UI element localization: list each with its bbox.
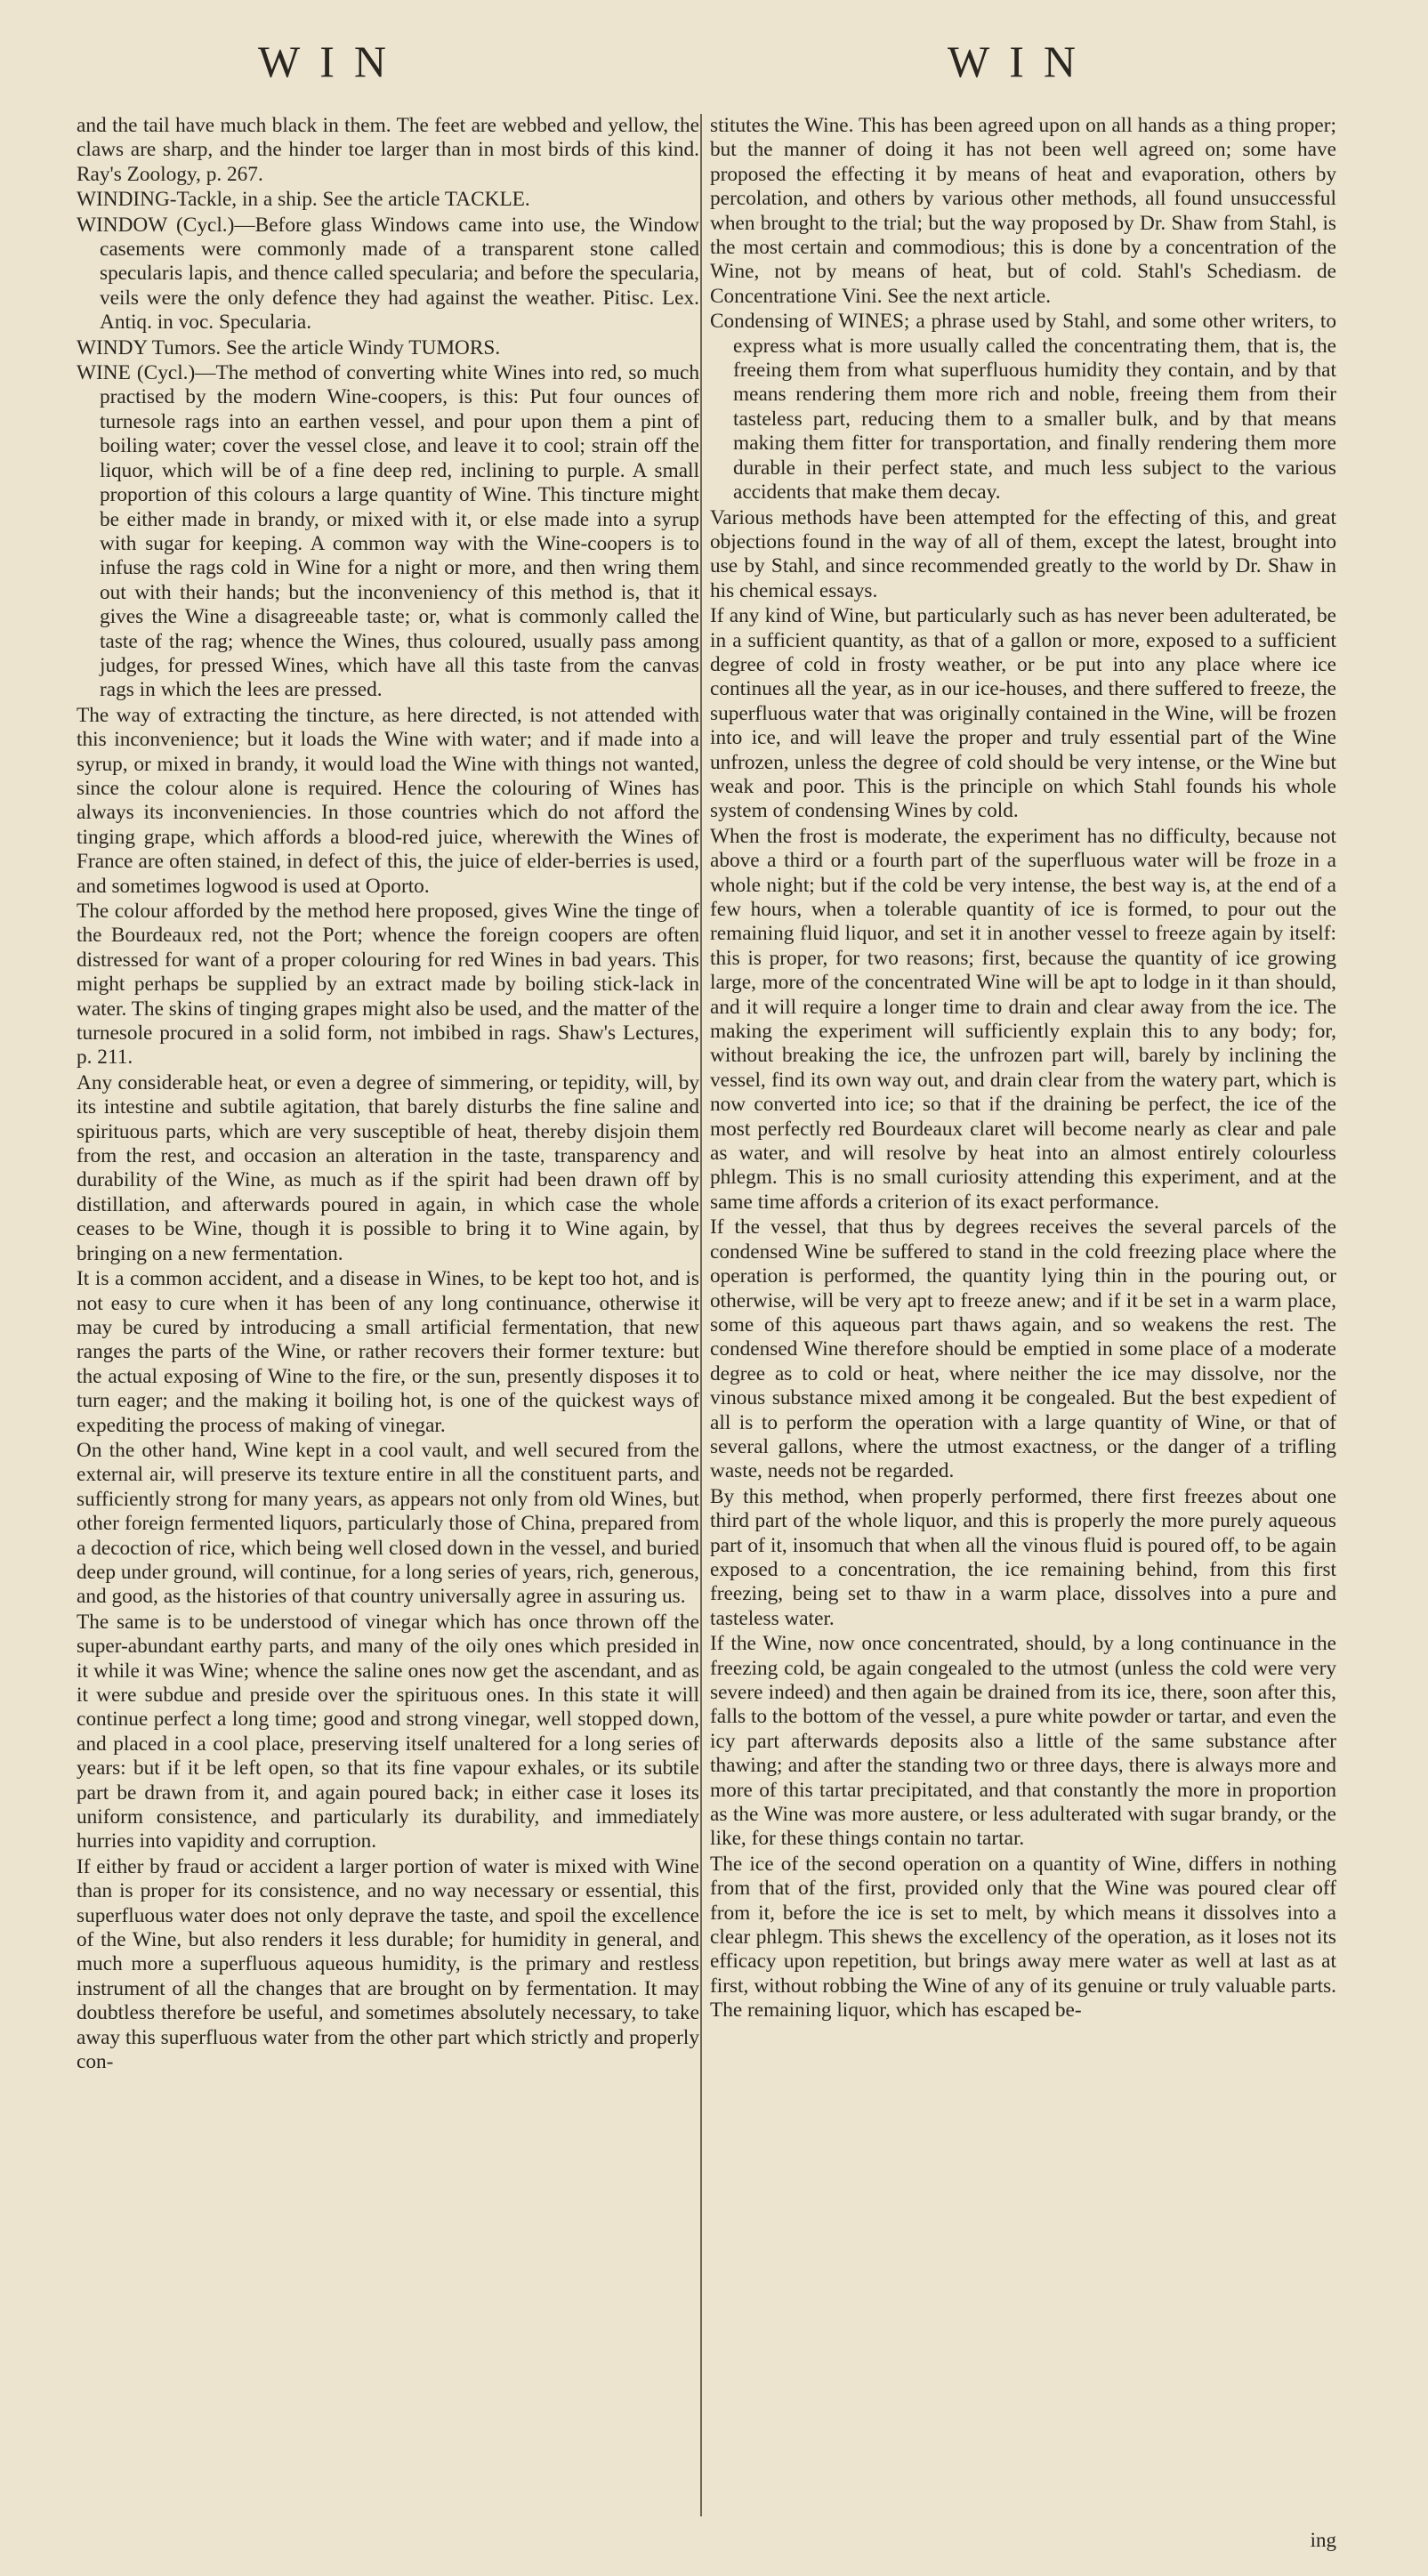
paragraph-cool-vault: On the other hand, Wine kept in a cool vault, and well secured from the external air, will preserve its texture entire in all the constituent parts, and sufficiently strong for many years, as appears not only from old Wines, but other foreign fermented liquors, particularly those of China, prepared from a decoction of rice, which being well closed down in the vessel, and buried deep under ground, will continue, for a long series of years, rich, generous, and good, as the histories of that country universally agree in assuring us. (77, 1438, 699, 1609)
paragraph-this-method: By this method, when properly performed, there first freezes about one third part of the whole liquor, and this is properly the more purely aqueous part of it, insomuch that when all the vinous fluid is poured off, to be again exposed to a concentration, the ice remaining behind, from this first freezing, being set to thaw in a warm place, dissolves into a pure and tasteless water. (710, 1484, 1336, 1630)
right-headword: WIN (948, 36, 1095, 86)
paragraph-fraud-or-accident: If either by fraud or accident a larger portion of water is mixed with Wine than is proper for its consistence, and no way necessary or essential, this superfluous water does not only deprave the taste, and spoil the excellence of the Wine, but also renders it less durable; for humidity in general, and much more a superfluous aqueous humidity, is the primary and restless instrument of all the changes that are brought on by fermentation. It may doubtless therefore be useful, and sometimes absolutely necessary, to take away this superfluous water from the other part which strictly and properly con- (77, 1854, 699, 2074)
paragraph-any-kind-of-wine: If any kind of Wine, but particularly such as has never been adulterated, be in a sufficient quantity, as that of a gallon or more, exposed to a sufficient degree of cold in frosty weather, or be put into any place where ice continues all the year, as in our ice-houses, and there suffered to freeze, the superfluous water that was originally contained in the Wine, will be frozen into ice, and will leave the proper and truly essential part of the Wine unfrozen, unless the degree of cold should be very intense, or the Wine but weak and poor. This is the principle on which Stahl founds his whole system of condensing Wines by cold. (710, 604, 1336, 823)
paragraph-extracting-tincture: The way of extracting the tincture, as here directed, is not attended with this inconvenience; but it loads the Wine with water; and if made into a syrup, or mixed in brandy, it would load the Wine with things not wanted, since the colour alone is required. Hence the colouring of Wines has always its inconveniencies. In those countries which do not afford the tinging grape, which affords a blood-red juice, wherewith the Wines of France are often stained, in defect of this, the juice of elder-berries is used, and sometimes logwood is used at Oporto. (77, 703, 699, 898)
paragraph-vinegar: The same is to be understood of vinegar which has once thrown off the super-abundant earthy parts, and many of the oily ones which presided in it while it was Wine; whence the saline ones now get the ascendant, and as it were subdue and preside over the spirituous ones. In this state it will continue perfect a long time; good and strong vinegar, well stopped down, and placed in a cool place, preserving itself unaltered for a long series of years: but if it be left open, so that its fine vapour exhales, or its subtile part be drawn from it, and again poured back; in either case it loses its uniform consistence, and particularly its durability, and immediately hurries into vapidity and corruption. (77, 1610, 699, 1853)
entry-window: WINDOW (Cycl.)—Before glass Windows came into use, the Window casements were commonly made of a transparent stone called specularis lapis, and thence called specularia; and before the specularia, veils were the only defence they had against the weather. Pitisc. Lex. Antiq. in voc. Specularia. (77, 213, 699, 335)
paragraph-various-methods: Various methods have been attempted for the effecting of this, and great objections found in the way of all of them, except the latest, brought into use by Stahl, and since recommended greatly to the world by Dr. Shaw in his chemical essays. (710, 505, 1336, 602)
paragraph-common-accident: It is a common accident, and a disease in Wines, to be kept too hot, and is not easy to cure when it has been of any long continuance, otherwise it may be cured by introducing a small artificial fermentation, that new ranges the parts of the Wine, or rather recovers their former texture: but the actual exposing of Wine to the fire, or the sun, presently disposes it to turn eager; and the making it boiling hot, is one of the quickest ways of expediting the process of making of vinegar. (77, 1267, 699, 1437)
paragraph-colour-afforded: The colour afforded by the method here proposed, gives Wine the tinge of the Bourdeaux red, not the Port; whence the foreign coopers are often distressed for want of a proper colouring for red Wines in bad years. This might perhaps be supplied by an extract made by boiling stick-lack in water. The skins of tinging grapes might also be used, and the matter of the turnesole procured in a solid form, not imbibed in rags. Shaw's Lectures, p. 211. (77, 900, 699, 1070)
entry-winding-tackle: WINDING-Tackle, in a ship. See the article TACKLE. (77, 188, 530, 212)
right-text-column (710, 114, 1336, 2023)
left-text-column (77, 114, 699, 2075)
paragraph-constitutes-wine: stitutes the Wine. This has been agreed upon on all hands as a thing proper; but the manner of doing it has not been well agreed on; some have proposed the effecting it by means of heat and evaporation, others by percolation, and others by various other methods, all found unsuccessful when brought to the trial; but the way proposed by Dr. Shaw from Stahl, is the most certain and commodious; this is done by a concentration of the Wine, not by means of heat, but of cold. Stahl's Schediasm. de Concentratione Vini. See the next article. (710, 114, 1336, 308)
paragraph-second-operation: The ice of the second operation on a quantity of Wine, differs in nothing from that of the first, provided only that the Wine was poured clear off from it, before the ice is set to melt, by which means it dissolves into a clear phlegm. This shews the excellency of the operation, as it loses not its efficacy upon repetition, but brings away mere water as well at last as at first, without robbing the Wine of any of its genuine or truly valuable parts. The remaining liquor, which has escaped be- (710, 1852, 1336, 2023)
entry-condensing-of-wines: Condensing of WINES; a phrase used by Stahl, and some other writers, to express what is more usually called the concentrating them, that is, the freeing them from what superfluous humidity they contain, and by that means rendering them more rich and noble, freeing them from their tasteless part, reducing them to a smaller bulk, and by that means making them fitter for transportation, and finally rendering them more durable in their perfect state, and much less subject to the various accidents that make them decay. (710, 310, 1336, 505)
column-divider (700, 114, 702, 2516)
paragraph-ray-zoology: and the tail have much black in them. The feet are webbed and yellow, the claws are sharp, and the hinder toe larger than in most birds of this kind. Ray's Zoology, p. 267. (77, 114, 699, 186)
entry-wine: WINE (Cycl.)—The method of converting white Wines into red, so much practised by the modern Wine-coopers, is this: Put four ounces of turnesole rags into an earthen vessel, and pour upon them a pint of boiling water; cover the vessel close, and leave it to cool; strain off the liquor, which will be of a fine deep red, inclining to purple. A small proportion of this colours a large quantity of Wine. This tincture might be either made in brandy, or mixed with it, or else made into a syrup with sugar for keeping. A common way with the Wine-coopers is to infuse the rags cold in Wine for a night or more, and then wring them out with their hands; but the inconveniency of this method is, that it gives the Wine a disagreeable taste; or, what is commonly called the taste of the rag; whence the Wines, thus coloured, usually pass among judges, for pressed Wines, which have all this taste from the canvas rags in which the lees are pressed. (77, 361, 699, 702)
paragraph-considerable-heat: Any considerable heat, or even a degree of simmering, or tepidity, will, by its intestine and subtile agitation, that barely disturbs the fine saline and spirituous parts, which are very susceptible of heat, thereby disjoin them from the rest, and occasion an alteration in the taste, transparency and durability of the Wine, as much as if the spirit had been drawn off by distillation, and afterwards poured in again, in which case the whole ceases to be Wine, though it is possible to bring it to Wine again, by bringing on a new fermentation. (77, 1070, 699, 1265)
catchword: ing (1310, 2529, 1336, 2551)
paragraph-once-concentrated: If the Wine, now once concentrated, should, by a long continuance in the freezing cold, be again congealed to the utmost (unless the cold were very severe indeed) and then again be drained from its ice, there, soon after this, falls to the bottom of the vessel, a pure white powder or tartar, and even the icy part afterwards deposits also a little of the same substance after thawing; and after the standing two or three days, there is always more and more of this tartar precipitated, and that constantly the more in proportion as the Wine was more austere, or less adulterated with sugar brandy, or the like, for these things contain no tartar. (710, 1632, 1336, 1851)
left-headword: WIN (258, 36, 406, 86)
paragraph-frost-moderate: When the frost is moderate, the experiment has no difficulty, because not above a third or a fourth part of the superfluous water will be froze in a whole night; but if the cold be very intense, the best way is, at the end of a few hours, when a tolerable quantity of ice is formed, to pour out the remaining fluid liquor, and set it in another vessel to freeze again by itself: this is proper, for two reasons; first, because the quantity of ice growing large, more of the concentrated Wine will be apt to lodge in it than should, and it will require a longer time to drain and clear away from the ice. The making the experiment will sufficiently explain this to any body; for, without breaking the ice, the unfrozen part will, barely by inclining the vessel, find its own way out, and drain clear from the watery part, which is now converted into ice; so that if the draining be perfect, the ice of the most perfectly red Bourdeaux claret will become nearly as clear and pale as water, and will resolve by heat into an almost entirely colourless phlegm. This is no small curiosity attending this experiment, and at the same time affords a criterion of its exact performance. (710, 824, 1336, 1214)
entry-windy-tumors: WINDY Tumors. See the article Windy TUMORS. (77, 335, 501, 359)
paragraph-vessel-degrees: If the vessel, that thus by degrees receives the several parcels of the condensed Wine be suffered to stand in the cold freezing place where the operation is performed, the quantity lying thin in the pouring out, or otherwise, will be very apt to freeze anew; and if it be set in a warm place, some of this aqueous part thaws again, and so weakens the rest. The condensed Wine therefore should be emptied in some place of a moderate degree as to cold or heat, where neither the ice may dissolve, nor the vinous substance mixed among it be congealed. But the best expedient of all is to perform the operation with a large quantity of Wine, or that of several gallons, where the utmost exactness, or the danger of a trifling waste, needs not be regarded. (710, 1215, 1336, 1483)
